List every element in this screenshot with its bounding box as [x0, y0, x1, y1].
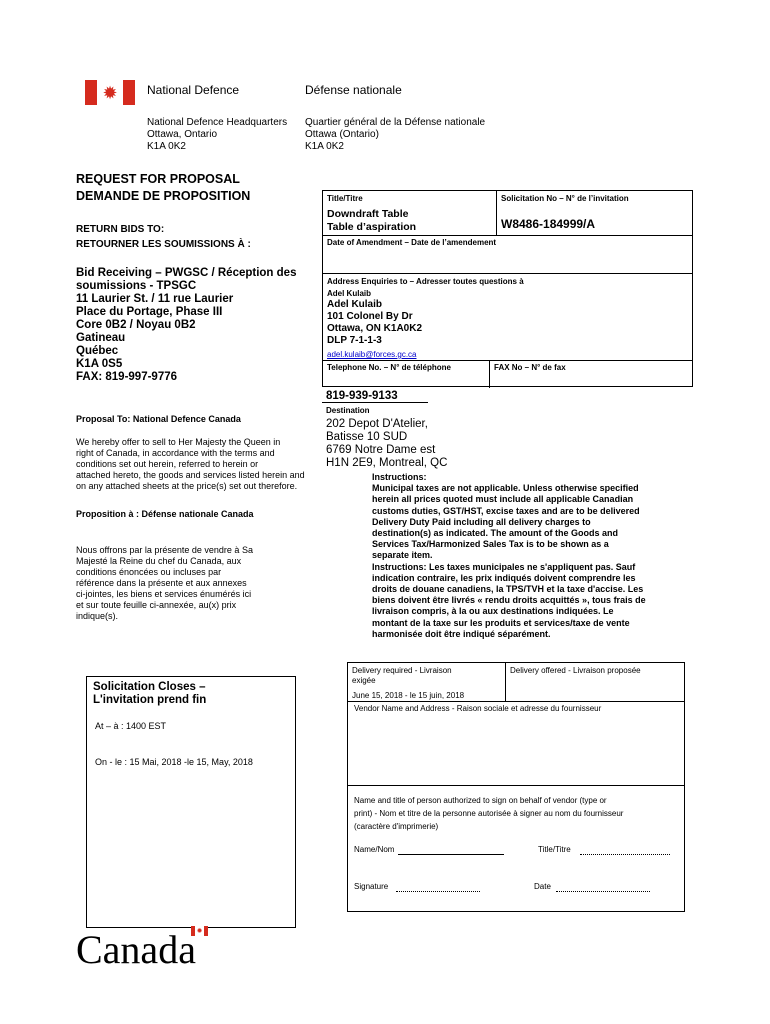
delivery-offered-label: Delivery offered - Livraison proposée: [510, 666, 641, 675]
solicitation-label: Solicitation No – N° de l’invitation: [501, 194, 629, 203]
dept-name-en: National Defence: [147, 83, 240, 97]
phone-label: Telephone No. – N° de téléphone: [327, 363, 451, 372]
title-field-label: Title/Titre: [538, 845, 571, 854]
contact-name-small: Adel Kulaib: [327, 289, 372, 298]
solicitation-closes-box: [86, 676, 296, 928]
instructions-text: Instructions: Municipal taxes are not applicable. Unless otherwise specified herein all prices quoted must include all applicable Canadian customs duties, GST/HST, excise taxes and are to be delivered Delivery Duty Paid including all delivery charges to destination(s) as indicated. The amount of the Goods and Services Tax/Harmonized Sales Tax is to be shown as a separate item. Instructions: Les taxes municipales ne s'appliquent pas. Sauf indication contraire, les prix indiqués doivent comprendre les droits de douane canadiens, la TPS/TVH et la taxe d'accise. Les biens doivent être livrés « rendu droits acquittés », tous frais de livraison compris, à la ou aux destinations indiquées. Le montant de la taxe sur les produits et services/taxe de vente harmonisée doit être indiqué séparément.: [372, 472, 646, 639]
dept-name-fr: Défense nationale: [305, 83, 402, 97]
signature-label: Signature: [354, 882, 389, 891]
enquiries-label: Address Enquiries to – Adresser toutes questions à: [327, 277, 524, 286]
delivery-required-label: Delivery required - Livraison exigée: [352, 666, 452, 685]
offer-text-fr: Nous offrons par la présente de vendre à Sa Majesté la Reine du chef du Canada, aux conditions énoncées ou incluses par référence dans la présente et aux annexes ci-jointes, les biens et services énumérés ici et sur toute feuille ci-annexée, au(x) prix indique(s).: [76, 545, 253, 621]
title-field[interactable]: [580, 854, 670, 855]
canada-flag-icon: ✹: [85, 80, 135, 105]
authorized-person-label: Name and title of person authorized to sign on behalf of vendor (type or print) - Nom et titre de la personne autorisée à signer au nom du fournisseur (caractère d'imprimerie): [354, 796, 624, 831]
destination-value: 202 Depot D'Atelier, Batisse 10 SUD 6769 Notre Dame est H1N 2E9, Montreal, QC: [326, 418, 448, 469]
name-label: Name/Nom: [354, 845, 395, 854]
wordmark-flag-icon: ✹: [191, 926, 208, 936]
offer-text-en: We hereby offer to sell to Her Majesty the Queen in right of Canada, in accordance with the terms and conditions set out herein, referred to herein or attached hereto, the goods and services listed herein and on any attached sheets at the price(s) set out therefore.: [76, 437, 305, 491]
proposal-to: Proposal To: National Defence Canada: [76, 414, 241, 424]
title-value: Downdraft Table Table d’aspiration: [327, 208, 417, 233]
delivery-required-date: June 15, 2018 - le 15 juin, 2018: [352, 691, 465, 700]
closing-time: At – à : 1400 EST: [95, 721, 167, 731]
return-bids-en: RETURN BIDS TO:: [76, 224, 165, 235]
enquiries-box: [322, 273, 693, 387]
solicitation-closes-title: Solicitation Closes – L'invitation prend fin: [93, 681, 207, 706]
vendor-box: [347, 662, 685, 912]
signature-field[interactable]: [396, 891, 480, 892]
fax-label: FAX No – N° de fax: [494, 363, 566, 372]
bid-receiving-address: Bid Receiving – PWGSC / Réception des soumissions - TPSGC 11 Laurier St. / 11 rue Laurier Place du Portage, Phase III Core 0B2 / Noyau 0B2 Gatineau Québec K1A 0S5 FAX: 819-997-9776: [76, 267, 297, 383]
name-field[interactable]: [398, 854, 504, 855]
date-field[interactable]: [556, 891, 650, 892]
closing-date: On - le : 15 Mai, 2018 -le 15, May, 2018: [95, 757, 253, 767]
destination-label: Destination: [326, 406, 370, 415]
contact-details: Adel Kulaib 101 Colonel By Dr Ottawa, ON K1A0K2 DLP 7-1-1-3: [327, 299, 423, 346]
phone-value: 819-939-9133: [326, 390, 398, 402]
hq-address-en: National Defence Headquarters Ottawa, Ontario K1A 0K2: [147, 117, 288, 152]
title-fr: DEMANDE DE PROPOSITION: [76, 189, 251, 203]
date-label: Date: [534, 882, 551, 891]
title-solicitation-box: [322, 190, 693, 274]
title-label: Title/Titre: [327, 194, 363, 203]
amendment-label: Date of Amendment – Date de l’amendement: [327, 238, 497, 247]
hq-address-fr: Quartier général de la Défense nationale Ottawa (Ontario) K1A 0K2: [305, 117, 486, 152]
proposition-a: Proposition à : Défense nationale Canada: [76, 509, 254, 519]
contact-email-link[interactable]: adel.kulaib@forces.gc.ca: [327, 350, 417, 359]
solicitation-value: W8486-184999/A: [501, 217, 596, 231]
vendor-name-address-label: Vendor Name and Address - Raison sociale et adresse du fournisseur: [354, 704, 602, 713]
title-en: REQUEST FOR PROPOSAL: [76, 172, 240, 186]
return-bids-fr: RETOURNER LES SOUMISSIONS À :: [76, 239, 251, 250]
canada-wordmark: Canada: [76, 927, 196, 972]
